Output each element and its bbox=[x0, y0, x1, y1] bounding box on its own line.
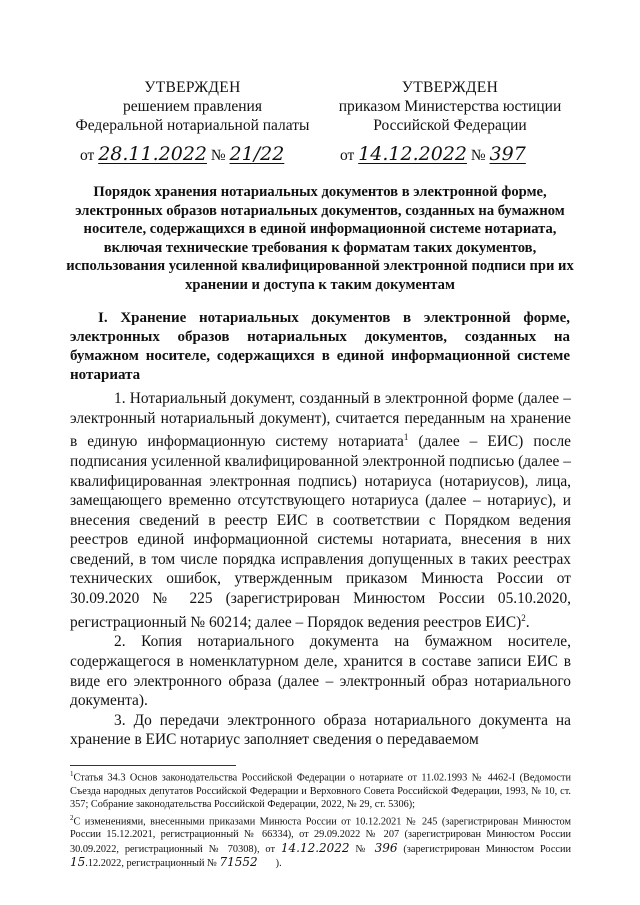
document-body bbox=[70, 389, 571, 750]
footnote-2 bbox=[70, 812, 571, 871]
document-title: Порядок хранения нотариальных документов в электронной форме, электронных образов нотариальных документов, созданных на бумажном носителе, содержащихся в единой информационной системе нотариата, включая технические требования к форматам таких документов, использования усиленной квалифицированной электронной подписи при их хранении и доступа к таким документам bbox=[66, 184, 574, 293]
approval-line: Федеральной нотариальной палаты bbox=[75, 117, 310, 134]
footnote-text: С изменениями, внесенными приказами Минюста России от 10.12.2021 № 245 (зарегистрирован Минюстом России 15.12.2021, регистрационный № 66334), от 29.09.2022 № 207 (зарегистрирован Минюстом России 30.09.2022, регистрационный № 70308), от bbox=[70, 816, 571, 855]
footnote-marker: 1 bbox=[70, 770, 74, 778]
handwritten-number: 397 bbox=[489, 143, 526, 165]
approval-block-fnp bbox=[60, 78, 325, 135]
number-prefix: № bbox=[470, 147, 486, 164]
paragraph-text: 1. Нотариальный документ, созданный в электронной форме (далее – электронный нотариальный документ), считается переданным на хранение в единую информационную систему нотариата bbox=[70, 390, 571, 451]
footnote-1 bbox=[70, 768, 571, 812]
number-prefix: № bbox=[210, 147, 226, 164]
paragraph-1 bbox=[70, 389, 571, 632]
footnote-separator bbox=[70, 765, 236, 766]
approval-date-line-fnp bbox=[80, 143, 284, 165]
date-prefix: от bbox=[80, 147, 95, 164]
approval-line: Российской Федерации bbox=[373, 117, 527, 134]
paragraph-text: . bbox=[525, 613, 530, 631]
footnote-text: № bbox=[349, 843, 375, 855]
footnotes bbox=[70, 768, 571, 871]
approval-date-line-minjust bbox=[340, 143, 526, 165]
footnote-text: (зарегистрирован Минюстом России bbox=[397, 843, 571, 855]
handwritten-date: 28.11.2022 bbox=[98, 143, 207, 165]
handwritten-day: 15 bbox=[70, 855, 86, 870]
footnote-text: Статья 34.3 Основ законодательства Российской Федерации о нотариате от 11.02.1993 № 4462-I (Ведомости Съезда народных депутатов Российской Федерации и Верховного Совета Российской Федерации, 1993, № 10, ст. 357; Собрание законодательства Российской Федерации, 2022, № 29, ст. 5306); bbox=[70, 772, 571, 811]
handwritten-number: 21/22 bbox=[229, 143, 285, 165]
paragraph-2: 2. Копия нотариального документа на бумажном носителе, содержащегося в номенклатурном деле, хранится в составе записи ЕИС в виде его электронного образа (далее – электронный образ нотариального документа). bbox=[70, 633, 571, 710]
footnote-ref[interactable]: 1 bbox=[403, 432, 409, 443]
footnote-marker: 2 bbox=[70, 813, 74, 822]
handwritten-date: 14.12.2022 bbox=[280, 840, 350, 855]
section-heading bbox=[70, 309, 570, 385]
paragraph-3: 3. До передачи электронного образа нотариального документа на хранение в ЕИС нотариус заполняет сведения о передаваемом bbox=[70, 711, 571, 749]
approval-line: решением правления bbox=[123, 98, 262, 115]
footnote-ref[interactable]: 2 bbox=[521, 612, 526, 623]
approval-line: приказом Министерства юстиции bbox=[338, 98, 562, 115]
paragraph-text: (далее – ЕИС) после подписания усиленной квалифицированной электронной подписью (далее – квалифицированная электронная подпись) нотариуса (нотариусов), лица, замещающего временно отсутствующего нотариуса (далее – нотариус), и внесения сведений в реестр ЕИС в соответствии с Порядком ведения реестров единой информационной системы нотариата, внесения в них сведений, в том числе порядка исправления допущенных в таких реестрах технических ошибок, утвержденным приказом Минюста России от 30.09.2020 № 225 (зарегистрирован Минюстом России 05.10.2020, регистрационный № 60214; далее – Порядок ведения реестров ЕИС) bbox=[70, 433, 571, 631]
footnote-text: ). bbox=[257, 858, 282, 870]
section-heading-text: I. Хранение нотариальных документов в электронной форме, электронных образов нотариальных документов, созданных на бумажном носителе, содержащихся в единой информационной системе нотариата bbox=[70, 310, 570, 383]
approval-heading: УТВЕРЖДЕН bbox=[144, 79, 241, 96]
approval-heading: УТВЕРЖДЕН bbox=[401, 79, 499, 96]
handwritten-date: 14.12.2022 bbox=[358, 143, 467, 165]
footnote-text: .12.2022, регистрационный № bbox=[85, 858, 220, 870]
approval-block-minjust bbox=[330, 78, 570, 135]
handwritten-registration-number: 71552 bbox=[219, 855, 258, 870]
handwritten-number: 396 bbox=[374, 840, 398, 855]
date-prefix: от bbox=[340, 147, 355, 164]
